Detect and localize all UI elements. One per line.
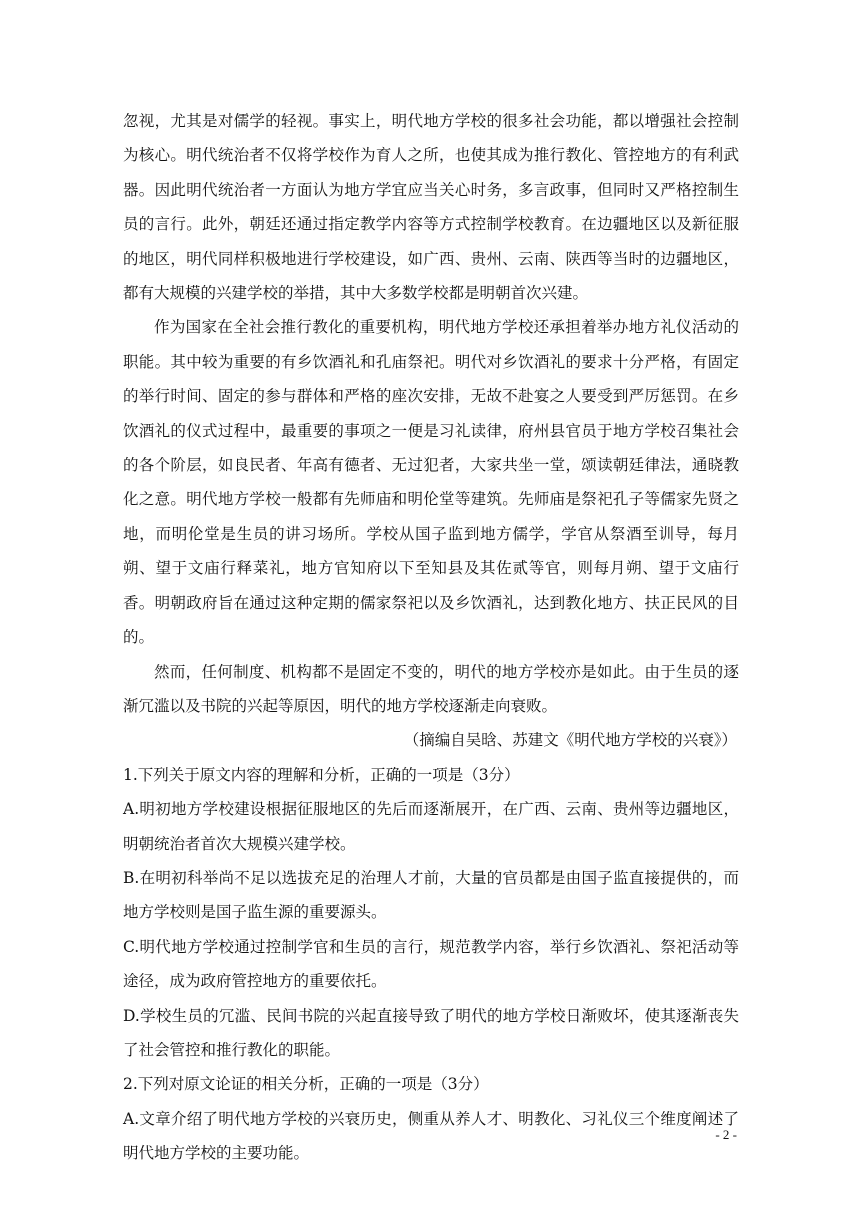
- page-number: - 2 -: [715, 1127, 737, 1142]
- question-1-option-b: B.在明初科举尚不足以选拔充足的治理人才前，大量的官员都是由国子监直接提供的，而地方学校则是国子监生源的重要源头。: [123, 868, 739, 922]
- question-2-option-a: A.文章介绍了明代地方学校的兴衰历史，侧重从养人才、明教化、习礼仪三个维度阐述了明代地方学校的主要功能。: [123, 1109, 739, 1163]
- question-1-option-c: C.明代地方学校通过控制学官和生员的言行，规范教学内容，举行乡饮酒礼、祭祀活动等途径，成为政府管控地方的重要依托。: [123, 937, 739, 991]
- question-2-stem: 2.下列对原文论证的相关分析，正确的一项是（3分）: [123, 1075, 489, 1094]
- question-1-stem: 1.下列关于原文内容的理解和分析，正确的一项是（3分）: [123, 765, 520, 784]
- article-paragraph-3: 然而，任何制度、机构都不是固定不变的，明代的地方学校亦是如此。由于生员的逐渐冗滥以及书院的兴起等原因，明代的地方学校逐渐走向衰败。: [123, 662, 739, 715]
- article-paragraph-2: 作为国家在全社会推行教化的重要机构，明代地方学校还承担着举办地方礼仪活动的职能。其中较为重要的有乡饮酒礼和孔庙祭祀。明代对乡饮酒礼的要求十分严格，有固定的举行时间、固定的参与群体和严格的座次安排，无故不赴宴之人要受到严厉惩罚。在乡饮酒礼的仪式过程中，最重要的事项之一便是习礼读律，府州县官员于地方学校召集社会的各个阶层，如良民者、年高有德者、无过犯者，大家共坐一堂，颂读朝廷律法，通晓教化之意。明代地方学校一般都有先师庙和明伦堂等建筑。先师庙是祭祀孔子等儒家先贤之地，而明伦堂是生员的讲习场所。学校从国子监到地方儒学，学官从祭酒至训导，每月朔、望于文庙行释菜礼，地方官知府以下至知县及其佐贰等官，则每月朔、望于文庙行香。明朝政府旨在通过这种定期的儒家祭祀以及乡饮酒礼，达到教化地方、扶正民风的目的。: [123, 318, 739, 647]
- question-1-option-a: A.明初地方学校建设根据征服地区的先后而逐渐展开，在广西、云南、贵州等边疆地区，明朝统治者首次大规模兴建学校。: [123, 800, 739, 853]
- article-paragraph-1: 忽视，尤其是对儒学的轻视。事实上，明代地方学校的很多社会功能，都以增强社会控制为核心。明代统治者不仅将学校作为育人之所，也使其成为推行教化、管控地方的有利武器。因此明代统治者一方面认为地方学宜应当关心时务，多言政事，但同时又严格控制生员的言行。此外，朝廷还通过指定教学内容等方式控制学校教育。在边疆地区以及新征服的地区，明代同样积极地进行学校建设，如广西、贵州、云南、陕西等当时的边疆地区，都有大规模的兴建学校的举措，其中大多数学校都是明朝首次兴建。: [123, 112, 739, 303]
- article-source: （摘编自吴晗、苏建文《明代地方学校的兴衰》）: [403, 731, 737, 750]
- question-1-option-d: D.学校生员的冗滥、民间书院的兴起直接导致了明代的地方学校日渐败坏，使其逐渐丧失了社会管控和推行教化的职能。: [123, 1006, 739, 1059]
- document-page: [123, 104, 739, 1171]
